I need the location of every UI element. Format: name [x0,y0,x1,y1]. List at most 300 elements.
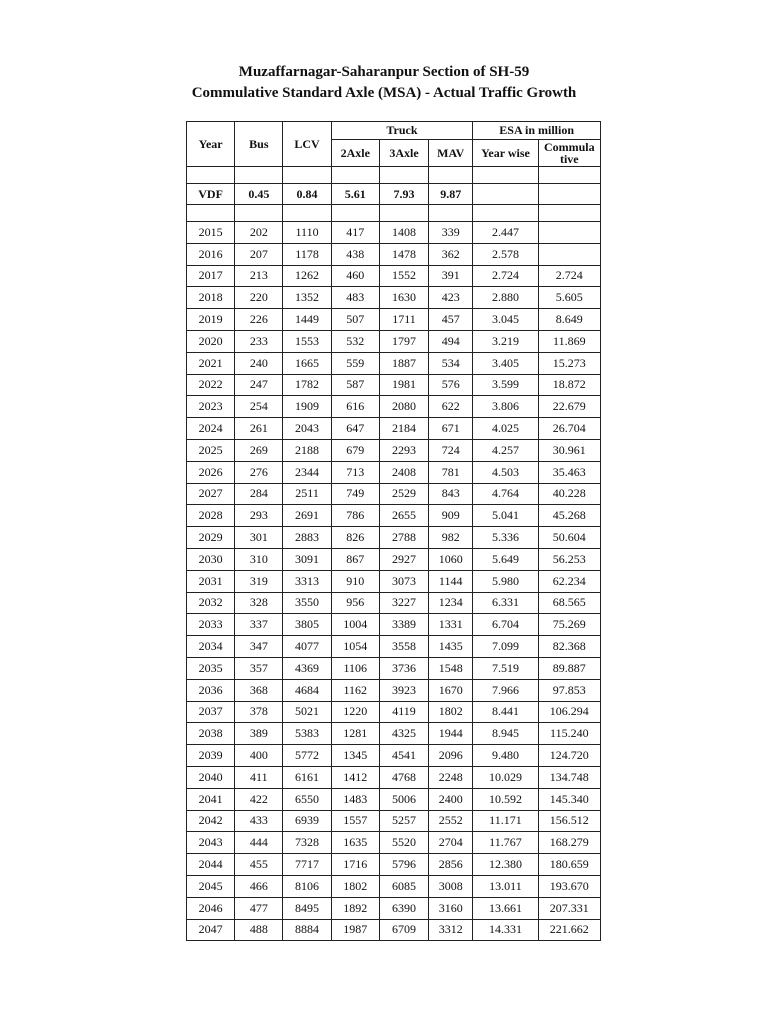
cell-cumulative: 193.670 [538,875,600,897]
cell-3axle: 1552 [379,265,428,287]
table-row [187,875,601,897]
cell-mav: 494 [429,330,473,352]
cell-bus: 213 [235,265,283,287]
cell-3axle: 1797 [379,330,428,352]
cell-year-wise: 3.405 [473,352,538,374]
cell-bus: 207 [235,243,283,265]
cell-bus: 466 [235,875,283,897]
cell-2axle: 483 [331,287,379,309]
table-row [187,483,601,505]
cell-bus: 226 [235,309,283,331]
cell-lcv: 2043 [283,418,331,440]
cell-3axle: 5257 [379,810,428,832]
cell-year: 2028 [187,505,235,527]
cell-3axle: 5520 [379,832,428,854]
cell-cumulative: 75.269 [538,614,600,636]
cell-bus: 220 [235,287,283,309]
table-row [187,439,601,461]
cell-mav: 671 [429,418,473,440]
cell-lcv: 6550 [283,788,331,810]
cell-bus: 276 [235,461,283,483]
document-subtitle: Commulative Standard Axle (MSA) - Actual Traffic Growth [191,85,577,101]
cell-cumulative: 35.463 [538,461,600,483]
header-year: Year [187,122,235,167]
cell-2axle: 956 [331,592,379,614]
cell-3axle: 2184 [379,418,428,440]
cell-bus: 357 [235,657,283,679]
cell-3axle: 1478 [379,243,428,265]
table-row [187,636,601,658]
cell-mav: 982 [429,527,473,549]
cell-year-wise: 10.029 [473,766,538,788]
cell-2axle: 507 [331,309,379,331]
cell-mav: 576 [429,374,473,396]
table-row [187,374,601,396]
cell-lcv: 5772 [283,745,331,767]
cell-bus: 488 [235,919,283,941]
document-title: Muzaffarnagar-Saharanpur Section of SH-59 [238,64,530,80]
cell-cumulative: 56.253 [538,548,600,570]
cell-3axle: 1711 [379,309,428,331]
table-row [187,396,601,418]
cell-cumulative: 221.662 [538,919,600,941]
cell-cumulative: 50.604 [538,527,600,549]
cell-2axle: 1281 [331,723,379,745]
cell-3axle: 3558 [379,636,428,658]
cell-year-wise: 4.025 [473,418,538,440]
cell-year: 2029 [187,527,235,549]
cell-year-wise: 4.503 [473,461,538,483]
cell-3axle: 3736 [379,657,428,679]
cell-year-wise: 14.331 [473,919,538,941]
cell-2axle: 1412 [331,766,379,788]
table-row [187,745,601,767]
cell-year: 2037 [187,701,235,723]
cell-3axle: 3227 [379,592,428,614]
cell-lcv: 1665 [283,352,331,374]
cell-lcv: 1352 [283,287,331,309]
table-row [187,614,601,636]
cell-3axle: 6709 [379,919,428,941]
cell-2axle: 587 [331,374,379,396]
cell-bus: 310 [235,548,283,570]
cell-bus: 422 [235,788,283,810]
cell-year-wise: 6.331 [473,592,538,614]
cell-lcv: 2344 [283,461,331,483]
cell-year: 2018 [187,287,235,309]
table-row [187,919,601,941]
cell-mav: 1144 [429,570,473,592]
cell-bus: 400 [235,745,283,767]
cell-mav: 2704 [429,832,473,854]
cell-lcv: 1782 [283,374,331,396]
cell-lcv: 1553 [283,330,331,352]
header-lcv: LCV [283,122,331,167]
cell-year: 2015 [187,222,235,244]
cell-cumulative: 82.368 [538,636,600,658]
cell-year-wise: 2.880 [473,287,538,309]
table-row [187,701,601,723]
cell-3axle: 2408 [379,461,428,483]
cell-2axle: 1635 [331,832,379,854]
table-row [187,788,601,810]
cell-year: 2030 [187,548,235,570]
cell-mav: 1670 [429,679,473,701]
cell-2axle: 532 [331,330,379,352]
vdf-3axle: 7.93 [379,184,428,205]
header-cumulative: Commula tive [538,140,600,167]
cell-year-wise: 12.380 [473,854,538,876]
cell-mav: 391 [429,265,473,287]
cell-3axle: 3923 [379,679,428,701]
cell-lcv: 5383 [283,723,331,745]
cell-year: 2045 [187,875,235,897]
cell-lcv: 6939 [283,810,331,832]
cell-year: 2042 [187,810,235,832]
cell-mav: 2096 [429,745,473,767]
table-row [187,418,601,440]
cell-cumulative: 156.512 [538,810,600,832]
cell-year: 2027 [187,483,235,505]
table-row [187,766,601,788]
cell-lcv: 1178 [283,243,331,265]
cell-mav: 2552 [429,810,473,832]
cell-year-wise: 3.045 [473,309,538,331]
cell-2axle: 1892 [331,897,379,919]
cell-cumulative: 68.565 [538,592,600,614]
header-year-wise: Year wise [473,140,538,167]
cell-3axle: 5796 [379,854,428,876]
cell-2axle: 1220 [331,701,379,723]
cell-year: 2044 [187,854,235,876]
cell-3axle: 1887 [379,352,428,374]
cell-year: 2036 [187,679,235,701]
header-esa: ESA in million [473,122,601,140]
cell-3axle: 1408 [379,222,428,244]
cell-year-wise: 5.980 [473,570,538,592]
cell-2axle: 559 [331,352,379,374]
cell-bus: 444 [235,832,283,854]
cell-lcv: 3091 [283,548,331,570]
table-row [187,897,601,919]
blank-row [187,205,601,222]
cell-cumulative: 30.961 [538,439,600,461]
table-row [187,548,601,570]
cell-mav: 3160 [429,897,473,919]
cell-bus: 301 [235,527,283,549]
cell-lcv: 7717 [283,854,331,876]
cell-mav: 1802 [429,701,473,723]
cell-cumulative: 134.748 [538,766,600,788]
cell-lcv: 2883 [283,527,331,549]
cell-cumulative: 97.853 [538,679,600,701]
cell-2axle: 417 [331,222,379,244]
cell-mav: 1944 [429,723,473,745]
cell-cumulative [538,243,600,265]
cell-2axle: 1987 [331,919,379,941]
cell-2axle: 826 [331,527,379,549]
cell-lcv: 8106 [283,875,331,897]
cell-2axle: 749 [331,483,379,505]
cell-bus: 347 [235,636,283,658]
cell-3axle: 2655 [379,505,428,527]
cell-lcv: 1262 [283,265,331,287]
cell-cumulative: 2.724 [538,265,600,287]
cell-year: 2019 [187,309,235,331]
cell-bus: 233 [235,330,283,352]
cell-year: 2032 [187,592,235,614]
cell-3axle: 4119 [379,701,428,723]
cell-lcv: 1909 [283,396,331,418]
cell-3axle: 1630 [379,287,428,309]
blank-row [187,167,601,184]
cell-cumulative: 22.679 [538,396,600,418]
cell-mav: 534 [429,352,473,374]
cell-year-wise: 3.219 [473,330,538,352]
cell-cumulative: 18.872 [538,374,600,396]
cell-lcv: 3550 [283,592,331,614]
cell-year-wise: 9.480 [473,745,538,767]
cell-cumulative: 8.649 [538,309,600,331]
cell-cumulative: 26.704 [538,418,600,440]
cell-year: 2039 [187,745,235,767]
cell-year-wise: 3.806 [473,396,538,418]
cell-year-wise: 2.578 [473,243,538,265]
cell-year-wise: 11.767 [473,832,538,854]
cell-year-wise: 13.011 [473,875,538,897]
cell-2axle: 438 [331,243,379,265]
cell-bus: 254 [235,396,283,418]
cell-2axle: 786 [331,505,379,527]
header-3axle: 3Axle [379,140,428,167]
cell-mav: 1548 [429,657,473,679]
cell-bus: 319 [235,570,283,592]
cell-bus: 247 [235,374,283,396]
cell-cumulative: 115.240 [538,723,600,745]
cell-bus: 389 [235,723,283,745]
cell-2axle: 616 [331,396,379,418]
cell-bus: 477 [235,897,283,919]
header-truck: Truck [331,122,473,140]
cell-cumulative: 11.869 [538,330,600,352]
table-row [187,309,601,331]
cell-lcv: 4684 [283,679,331,701]
table-row [187,723,601,745]
cell-3axle: 2080 [379,396,428,418]
cell-mav: 3312 [429,919,473,941]
cell-year-wise: 2.447 [473,222,538,244]
cell-year-wise: 4.764 [473,483,538,505]
cell-2axle: 867 [331,548,379,570]
vdf-mav: 9.87 [429,184,473,205]
cell-lcv: 5021 [283,701,331,723]
cell-lcv: 8884 [283,919,331,941]
cell-2axle: 1106 [331,657,379,679]
cell-year-wise: 5.336 [473,527,538,549]
cell-year-wise: 11.171 [473,810,538,832]
cell-lcv: 7328 [283,832,331,854]
cell-year: 2022 [187,374,235,396]
cell-3axle: 4541 [379,745,428,767]
header-2axle: 2Axle [331,140,379,167]
table-row [187,570,601,592]
cell-3axle: 3389 [379,614,428,636]
cell-mav: 362 [429,243,473,265]
cell-year-wise: 7.099 [473,636,538,658]
table-row [187,265,601,287]
table-row [187,657,601,679]
cell-2axle: 1054 [331,636,379,658]
cell-bus: 328 [235,592,283,614]
table-row [187,287,601,309]
cell-year: 2043 [187,832,235,854]
cell-lcv: 4369 [283,657,331,679]
cell-3axle: 2529 [379,483,428,505]
cell-bus: 368 [235,679,283,701]
cell-bus: 293 [235,505,283,527]
cell-lcv: 4077 [283,636,331,658]
cell-mav: 1060 [429,548,473,570]
cell-3axle: 2788 [379,527,428,549]
cell-year: 2024 [187,418,235,440]
cell-lcv: 6161 [283,766,331,788]
cell-mav: 909 [429,505,473,527]
cell-bus: 261 [235,418,283,440]
cell-3axle: 4325 [379,723,428,745]
header-bus: Bus [235,122,283,167]
cell-lcv: 8495 [283,897,331,919]
cell-year-wise: 3.599 [473,374,538,396]
cell-lcv: 3805 [283,614,331,636]
header-mav: MAV [429,140,473,167]
cell-mav: 2400 [429,788,473,810]
cell-3axle: 5006 [379,788,428,810]
cell-lcv: 2188 [283,439,331,461]
cell-year: 2034 [187,636,235,658]
cell-lcv: 3313 [283,570,331,592]
cell-bus: 284 [235,483,283,505]
cell-3axle: 3073 [379,570,428,592]
cell-cumulative: 145.340 [538,788,600,810]
cell-bus: 337 [235,614,283,636]
cell-3axle: 1981 [379,374,428,396]
cell-bus: 378 [235,701,283,723]
table-row [187,222,601,244]
cell-year: 2026 [187,461,235,483]
vdf-row [187,184,601,205]
cell-mav: 457 [429,309,473,331]
cell-2axle: 1716 [331,854,379,876]
cell-year: 2046 [187,897,235,919]
cell-year: 2031 [187,570,235,592]
cell-year: 2040 [187,766,235,788]
cell-bus: 455 [235,854,283,876]
table-row [187,854,601,876]
cell-mav: 2248 [429,766,473,788]
cell-mav: 1435 [429,636,473,658]
table-row [187,505,601,527]
vdf-2axle: 5.61 [331,184,379,205]
cell-year-wise: 8.945 [473,723,538,745]
cell-year-wise: 8.441 [473,701,538,723]
traffic-growth-table [186,121,601,941]
cell-year: 2025 [187,439,235,461]
cell-mav: 724 [429,439,473,461]
table-row [187,352,601,374]
vdf-lcv: 0.84 [283,184,331,205]
cell-cumulative [538,222,600,244]
cell-year: 2033 [187,614,235,636]
cell-mav: 781 [429,461,473,483]
cell-3axle: 4768 [379,766,428,788]
table-row [187,832,601,854]
cell-cumulative: 40.228 [538,483,600,505]
cell-mav: 843 [429,483,473,505]
cell-mav: 1331 [429,614,473,636]
cell-mav: 622 [429,396,473,418]
cell-2axle: 1557 [331,810,379,832]
cell-year-wise: 4.257 [473,439,538,461]
cell-bus: 269 [235,439,283,461]
cell-cumulative: 106.294 [538,701,600,723]
cell-cumulative: 168.279 [538,832,600,854]
cell-2axle: 1345 [331,745,379,767]
table-row [187,461,601,483]
cell-3axle: 2927 [379,548,428,570]
cell-year-wise: 7.519 [473,657,538,679]
cell-year-wise: 10.592 [473,788,538,810]
cell-year-wise: 7.966 [473,679,538,701]
cell-year: 2038 [187,723,235,745]
cell-year-wise: 2.724 [473,265,538,287]
cell-year-wise: 13.661 [473,897,538,919]
cell-year-wise: 5.649 [473,548,538,570]
cell-cumulative: 89.887 [538,657,600,679]
table-row [187,527,601,549]
cell-year: 2041 [187,788,235,810]
cell-bus: 202 [235,222,283,244]
cell-mav: 339 [429,222,473,244]
table-row [187,592,601,614]
cell-year: 2016 [187,243,235,265]
cell-year-wise: 6.704 [473,614,538,636]
cell-lcv: 2511 [283,483,331,505]
cell-3axle: 2293 [379,439,428,461]
cell-bus: 433 [235,810,283,832]
cell-year: 2047 [187,919,235,941]
cell-cumulative: 5.605 [538,287,600,309]
cell-3axle: 6085 [379,875,428,897]
cell-cumulative: 124.720 [538,745,600,767]
cell-cumulative: 62.234 [538,570,600,592]
cell-2axle: 679 [331,439,379,461]
table-row [187,810,601,832]
cell-bus: 240 [235,352,283,374]
cell-lcv: 1449 [283,309,331,331]
cell-cumulative: 180.659 [538,854,600,876]
cell-2axle: 713 [331,461,379,483]
cell-year: 2017 [187,265,235,287]
cell-mav: 3008 [429,875,473,897]
cell-3axle: 6390 [379,897,428,919]
cell-2axle: 1162 [331,679,379,701]
table-row [187,679,601,701]
cell-2axle: 910 [331,570,379,592]
cell-year: 2021 [187,352,235,374]
cell-year-wise: 5.041 [473,505,538,527]
cell-cumulative: 45.268 [538,505,600,527]
cell-year: 2023 [187,396,235,418]
